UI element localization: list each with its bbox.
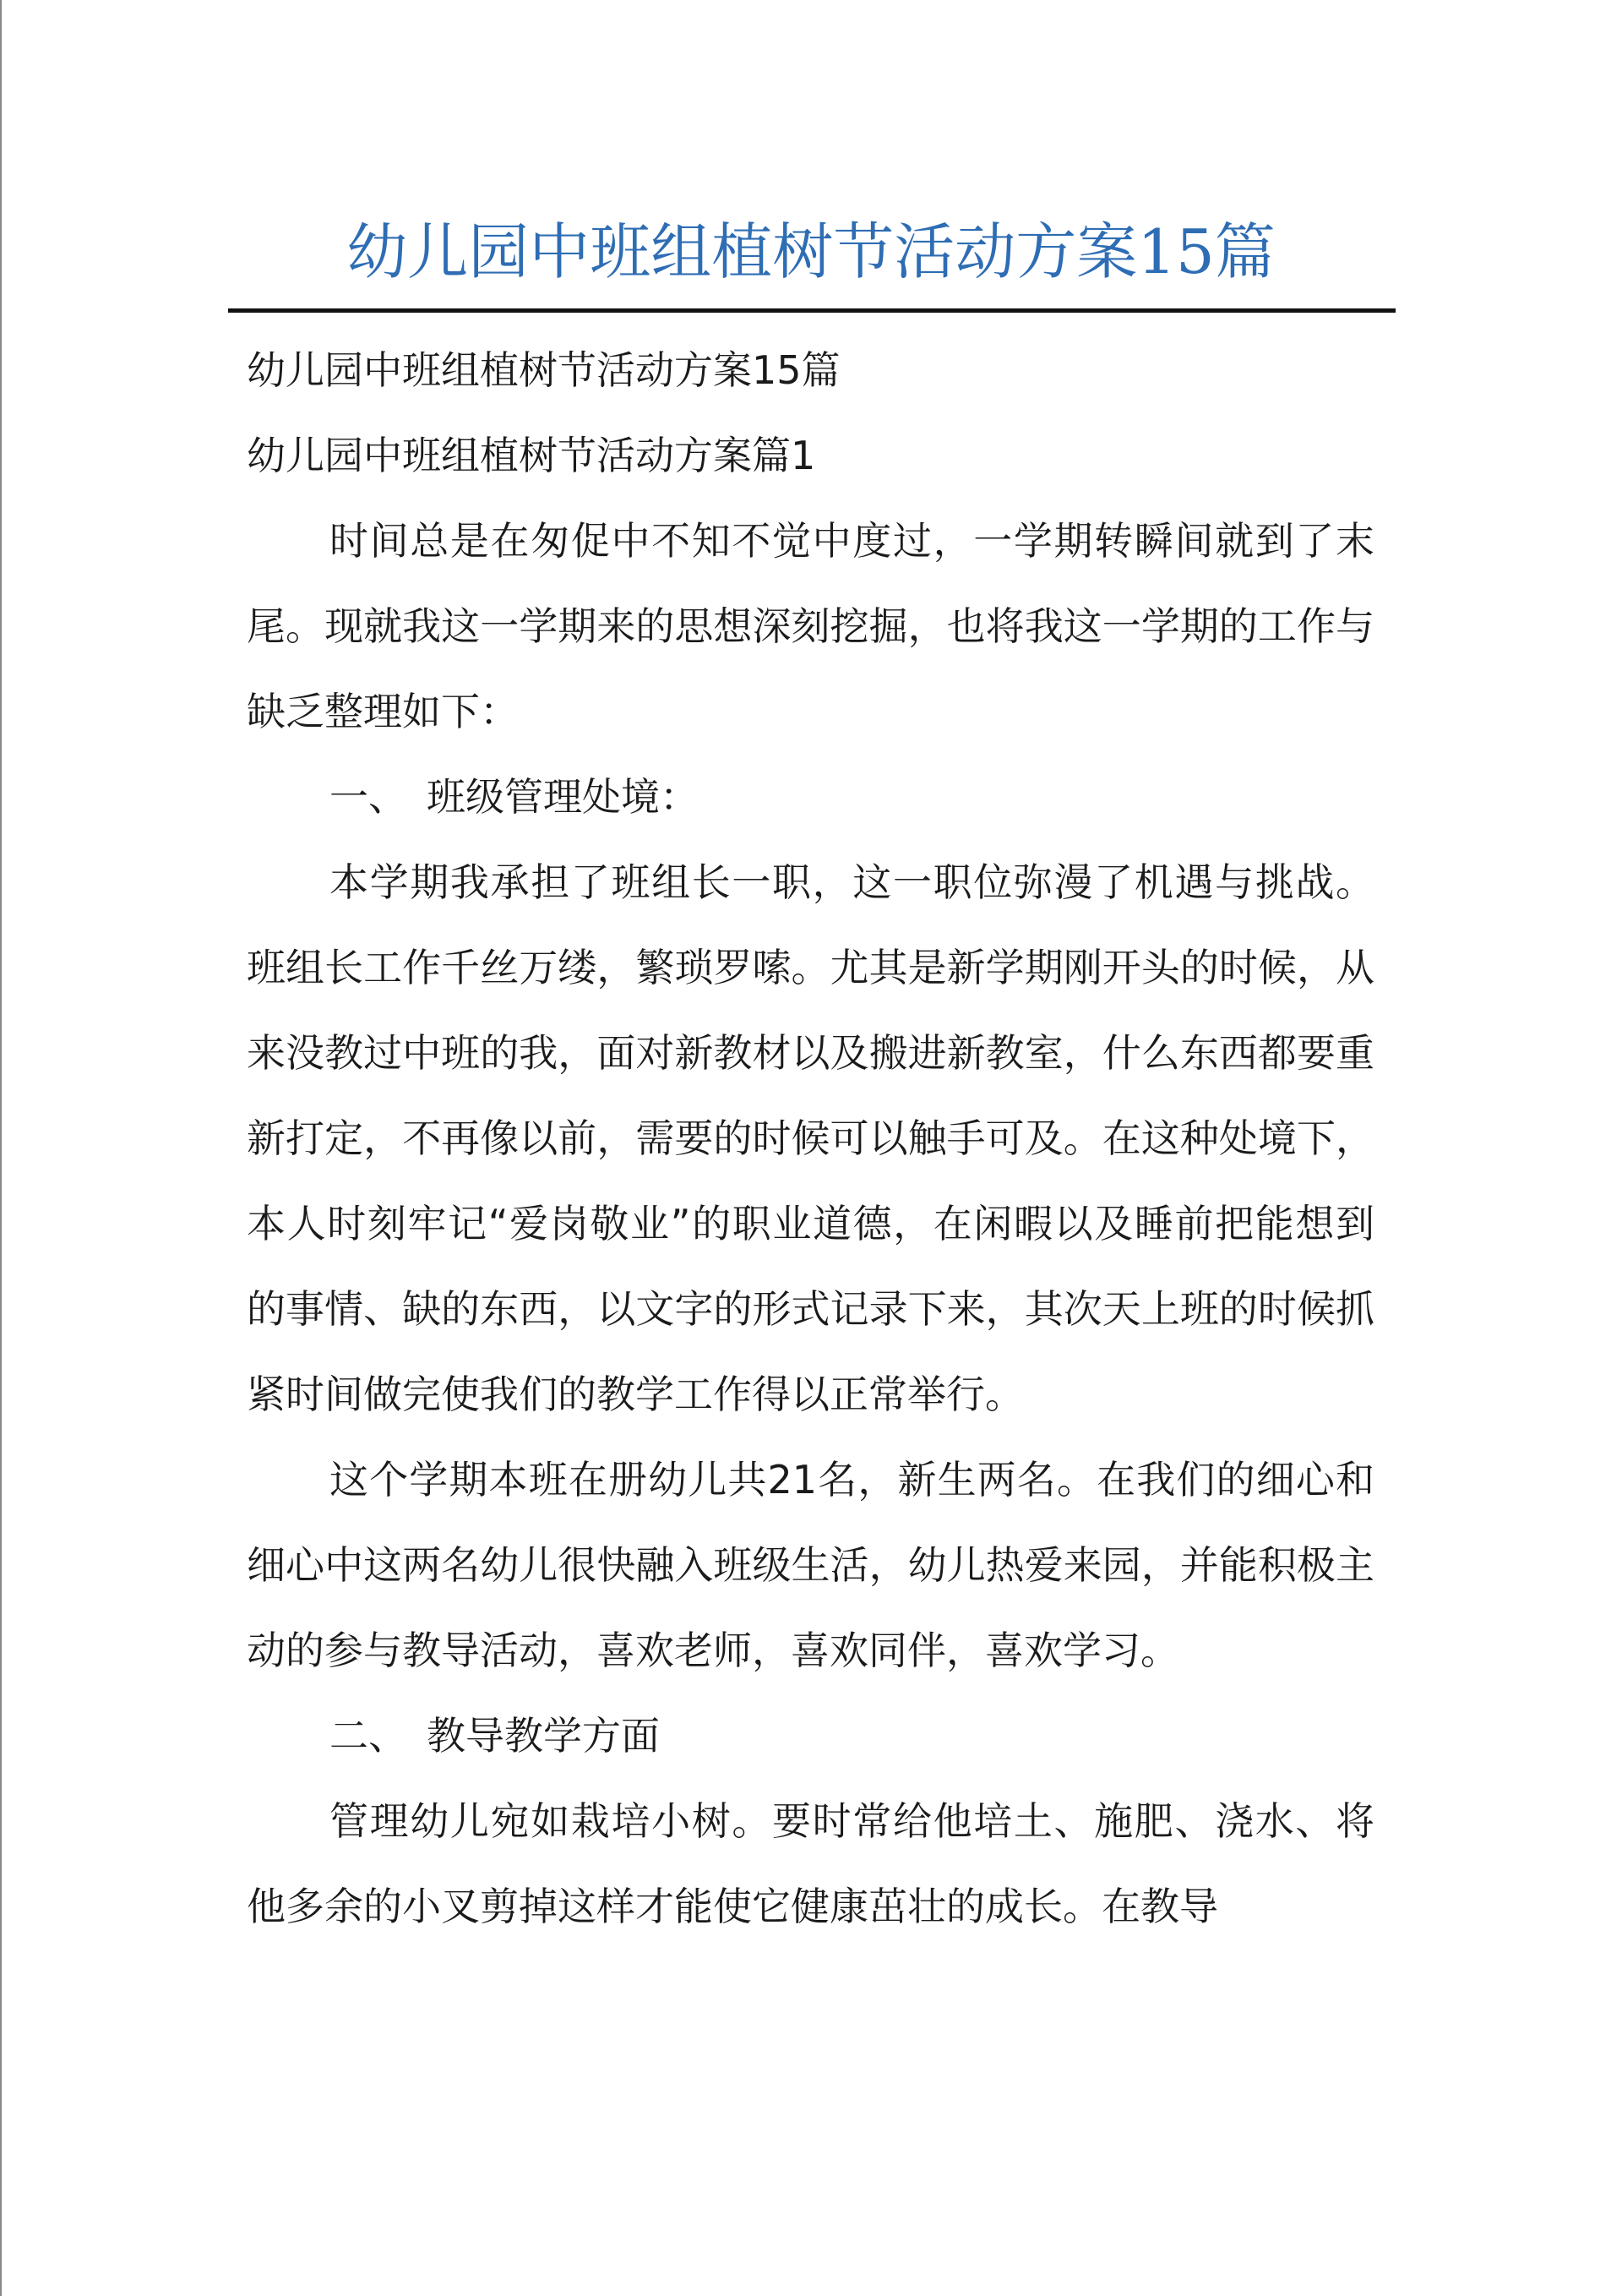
paragraph-class-management: 本学期我承担了班组长一职，这一职位弥漫了机遇与挑战。班组长工作千丝万缕，繁琐罗嗦。尤其是新学期刚开头的时候，从来没教过中班的我，面对新教材以及搬进新教室，什么东西都要重新打定，不再像以前，需要的时候可以触手可及。在这种处境下，本人时刻牢记“爱岗敬业”的职业道德，在闲暇以及睡前把能想到的事情、缺的东西，以文字的形式记录下来，其次天上班的时候抓紧时间做完使我们的教学工作得以正常举行。: [247, 859, 1374, 1417]
section-title-line: 幼儿园中班组植树节活动方案篇1: [247, 433, 816, 478]
heading-teaching: 二、 教导教学方面: [329, 1713, 660, 1759]
title-divider: [228, 308, 1396, 313]
document-title: 幼儿园中班组植树节活动方案15篇: [346, 216, 1276, 287]
paragraph-teaching: 管理幼儿宛如栽培小树。要时常给他培土、施肥、浇水、将他多余的小叉剪掉这样才能使它健康茁壮的成长。在教导: [247, 1798, 1374, 1929]
paragraph-enrollment: 这个学期本班在册幼儿共21名，新生两名。在我们的细心和细心中这两名幼儿很快融入班级生活，幼儿热爱来园，并能积极主动的参与教导活动，喜欢老师，喜欢同伴，喜欢学习。: [247, 1457, 1374, 1673]
page-edge: [0, 0, 2, 2296]
paragraph-intro: 时间总是在匆促中不知不觉中度过，一学期转瞬间就到了末尾。现就我这一学期来的思想深刻挖掘，也将我这一学期的工作与缺乏整理如下：: [247, 518, 1374, 734]
document-body: [247, 328, 1374, 1950]
heading-class-management: 一、 班级管理处境：: [329, 774, 699, 820]
subtitle-line: 幼儿园中班组植树节活动方案15篇: [247, 347, 841, 393]
